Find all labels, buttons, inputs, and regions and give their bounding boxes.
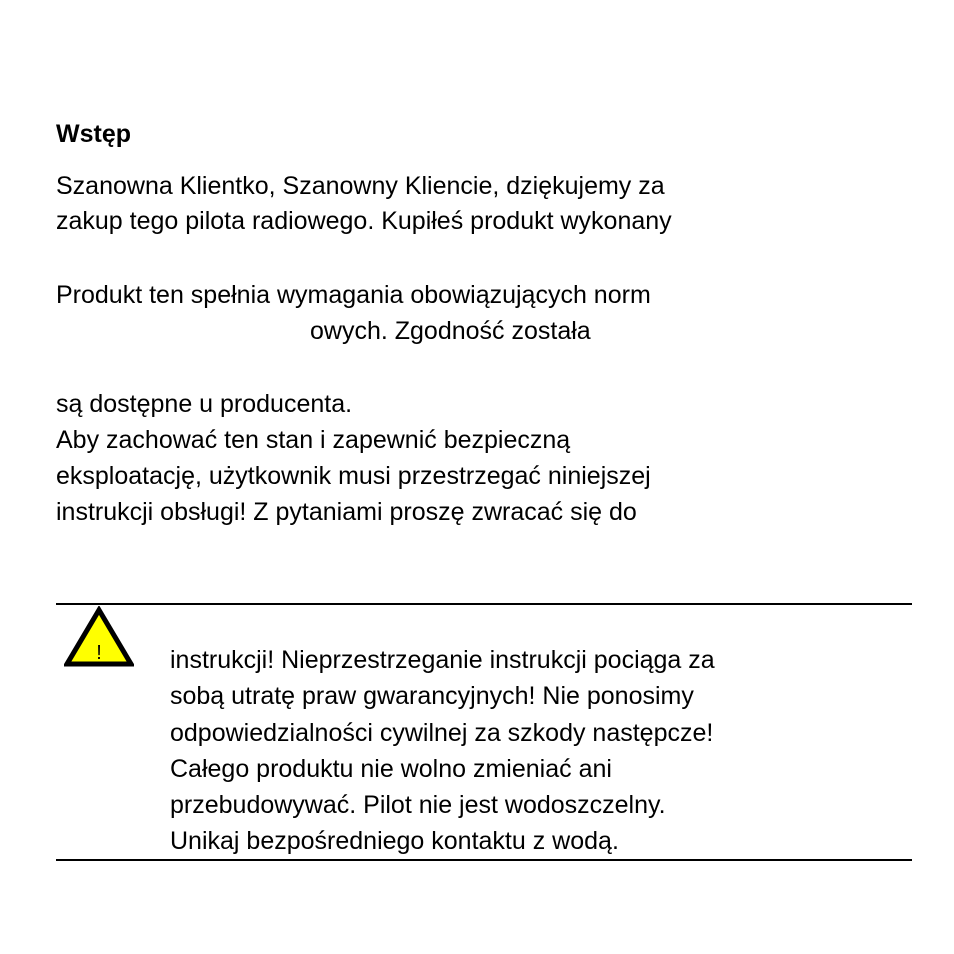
instructions-line-1: są dostępne u producenta.: [56, 390, 353, 418]
warning-line-6: Unikaj bezpośredniego kontaktu z wodą.: [170, 827, 619, 855]
warning-exclamation: !: [96, 642, 102, 664]
warning-line-3: odpowiedzialności cywilnej za szkody następcze!: [170, 719, 714, 747]
warning-bottom-rule: [56, 859, 912, 861]
warning-triangle-icon: [64, 606, 134, 668]
warning-line-5: przebudowywać. Pilot nie jest wodoszczelny.: [170, 791, 666, 819]
intro-line-2: zakup tego pilota radiowego. Kupiłeś produkt wykonany: [56, 207, 672, 235]
norms-line-1: Produkt ten spełnia wymagania obowiązujących norm: [56, 281, 651, 309]
warning-top-rule: [56, 603, 912, 605]
norms-line-2: owych. Zgodność została: [310, 317, 591, 345]
instructions-line-3: eksploatację, użytkownik musi przestrzegać niniejszej: [56, 462, 651, 490]
warning-line-1: instrukcji! Nieprzestrzeganie instrukcji pociąga za: [170, 646, 715, 674]
instructions-line-2: Aby zachować ten stan i zapewnić bezpieczną: [56, 426, 571, 454]
intro-line-1: Szanowna Klientko, Szanowny Kliencie, dziękujemy za: [56, 172, 665, 200]
section-heading: Wstęp: [56, 120, 131, 148]
warning-line-2: sobą utratę praw gwarancyjnych! Nie ponosimy: [170, 682, 694, 710]
warning-line-4: Całego produktu nie wolno zmieniać ani: [170, 755, 612, 783]
instructions-line-4: instrukcji obsługi! Z pytaniami proszę zwracać się do: [56, 498, 637, 526]
